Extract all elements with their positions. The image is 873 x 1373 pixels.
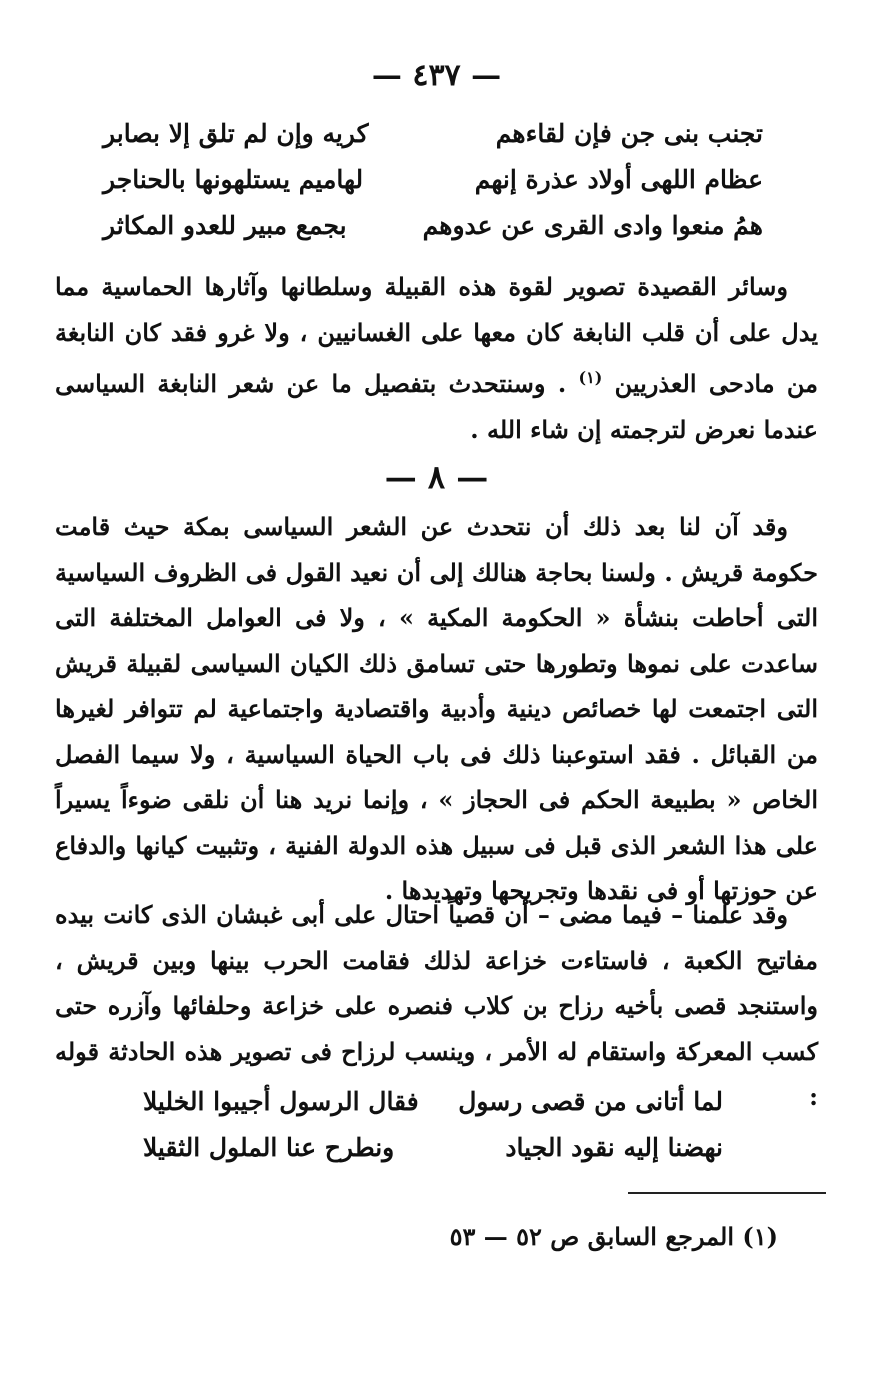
footnote: (١) المرجع السابق ص ٥٢ — ٥٣ xyxy=(449,1222,778,1251)
paragraph-text: وسائر القصيدة تصوير لقوة هذه القبيلة وسلطانها وآثارها الحماسية مما يدل على أن قلب النابغة كان معها على الغسانيين ، ولا غرو فقد كان النابغة من مادحى العذريين xyxy=(55,272,818,398)
section-number: — ٨ — xyxy=(384,458,489,496)
footnote-divider xyxy=(628,1192,826,1194)
verse-second-hemistich: فقال الرسول أجيبوا الخليلا xyxy=(143,1086,419,1116)
footnote-reference: (١) xyxy=(578,368,603,387)
verse-second-hemistich: ونطرح عنا الملول الثقيلا xyxy=(143,1132,395,1162)
verse-first-hemistich: همُ منعوا وادى القرى عن عدوهم xyxy=(422,210,763,240)
poem-stanza-1 xyxy=(103,110,763,248)
verse-line xyxy=(143,1078,723,1124)
page-number: — ٤٣٧ — xyxy=(371,58,502,93)
verse-line xyxy=(103,156,763,202)
verse-line xyxy=(143,1124,723,1170)
poem-stanza-2 xyxy=(143,1078,723,1170)
verse-second-hemistich: لهاميم يستلهونها بالحناجر xyxy=(103,164,364,194)
paragraph-text: وقد علمنا – فيما مضى – أن قصياً احتال على أبى غبشان الذى كانت بيده مفاتيح الكعبة ، فاستاءت خزاعة لذلك فقامت الحرب بينها وبين قريش ، واستنجد قصى بأخيه رزاح بن كلاب فنصره على خزاعة وحلفائها وآزره حتى كسب المعركة واستقام له الأمر ، وينسب لرزاح فى تصوير هذه الحادثة قوله : xyxy=(55,900,818,1111)
paragraph-text: وقد آن لنا بعد ذلك أن نتحدث عن الشعر السياسى بمكة حيث قامت حكومة قريش . ولسنا بحاجة هنالك إلى أن نعيد القول فى الظروف السياسية التى أحاطت بنشأة « الحكومة المكية » ، ولا فى العوامل المختلفة التى ساعدت على نموها وتطورها حتى تسامق ذلك الكيان السياسى لقبيلة قريش التى اجتمعت لها خصائص دينية وأدبية واقتصادية واجتماعية لم تتوافر لغيرها من القبائل . فقد استوعبنا ذلك فى باب الحياة السياسية ، ولا سيما الفصل الخاص « بطبيعة الحكم فى الحجاز » ، وإنما نريد هنا أن نلقى ضوءاً يسيراً على هذا الشعر الذى قبل فى سبيل هذه الدولة الفنية ، وتثبيت كيانها والدفاع عن حوزتها أو فى نقدها وتجريحها وتهديدها . xyxy=(55,512,818,905)
verse-first-hemistich: عظام اللهى أولاد عذرة إنهم xyxy=(474,164,763,194)
verse-first-hemistich: تجنب بنى جن فإن لقاءهم xyxy=(495,118,763,148)
verse-line xyxy=(103,110,763,156)
paragraph-text-continued: . وسنتحدث بتفصيل ما عن شعر النابغة السياسى عندما نعرض لترجمته إن شاء الله . xyxy=(55,369,818,444)
verse-first-hemistich: نهضنا إليه نقود الجياد xyxy=(505,1132,723,1162)
verse-second-hemistich: كريه وإن لم تلق إلا بصابر xyxy=(103,118,369,148)
verse-line xyxy=(103,202,763,248)
paragraph-nabigha xyxy=(55,264,818,452)
verse-first-hemistich: لما أتانى من قصى رسول xyxy=(458,1086,723,1116)
paragraph-quraysh-politics xyxy=(55,504,818,914)
verse-second-hemistich: بجمع مبير للعدو المكاثر xyxy=(103,210,347,240)
